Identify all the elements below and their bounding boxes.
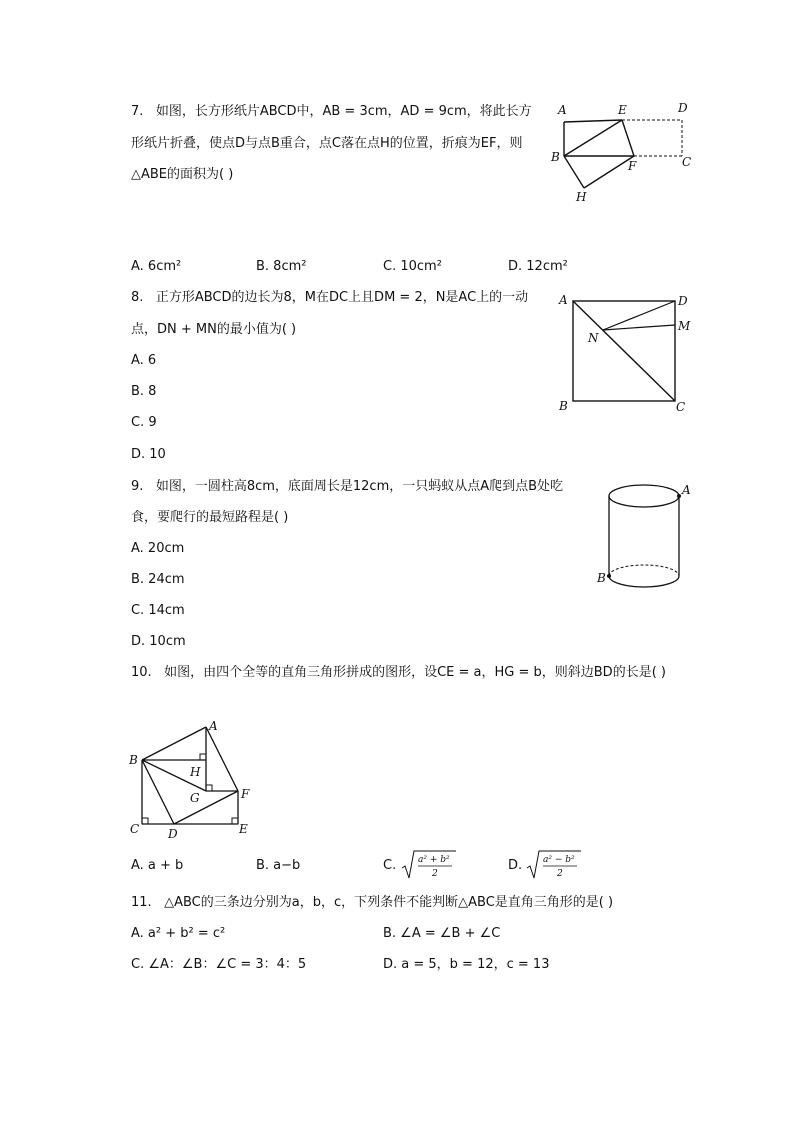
- q8-number: 8.: [131, 290, 144, 305]
- q11-number: 11.: [131, 895, 152, 910]
- q10-option-c-sqrt: [400, 848, 458, 882]
- q7-text-line1: [131, 104, 532, 120]
- q9-stem-1: 如图，一圆柱高8cm，底面周长是12cm，一只蚂蚁从点A爬到点B处吃: [155, 479, 564, 494]
- q7-option-b[interactable]: B. 8cm²: [256, 259, 307, 274]
- q10-label-e: E: [239, 822, 248, 836]
- q10-option-d[interactable]: [508, 858, 522, 874]
- q7-stem-1: 如图，长方形纸片ABCD中，AB = 3cm，AD = 9cm，将此长方: [155, 104, 532, 119]
- q8-label-b: B: [559, 399, 568, 413]
- q10-label-h: H: [190, 765, 201, 779]
- q10-option-b[interactable]: B. a−b: [256, 858, 301, 873]
- q8-label-c: C: [676, 400, 686, 414]
- q7-label-h: H: [576, 190, 587, 204]
- q7-option-c[interactable]: C. 10cm²: [383, 259, 442, 274]
- q10-c-denominator: 2: [432, 869, 438, 879]
- q8-figure: [555, 290, 695, 415]
- q7-label-c: C: [682, 155, 692, 169]
- q10-text-line1: [131, 665, 666, 681]
- q10-c-numerator: a² + b²: [418, 855, 450, 865]
- q9-label-a: A: [682, 483, 691, 497]
- q9-option-b[interactable]: B. 24cm: [131, 572, 185, 587]
- q8-option-b[interactable]: B. 8: [131, 384, 157, 399]
- q9-label-b: B: [597, 571, 606, 585]
- q7-number: 7.: [131, 104, 144, 119]
- q9-stem-2: 食，要爬行的最短路程是( ): [131, 510, 289, 525]
- q7-label-e: E: [618, 103, 627, 117]
- q10-option-a[interactable]: A. a + b: [131, 858, 184, 873]
- q10-stem-1: 如图，由四个全等的直角三角形拼成的图形，设CE = a，HG = b，则斜边BD的长是( ): [164, 665, 666, 680]
- q11-option-a[interactable]: A. a² + b² = c²: [131, 926, 226, 941]
- q8-label-d: D: [678, 294, 688, 308]
- q7-label-d: D: [678, 101, 688, 115]
- q8-stem-1: 正方形ABCD的边长为8，M在DC上且DM = 2，N是AC上的一动: [155, 290, 529, 305]
- q8-label-m: M: [678, 319, 691, 333]
- q8-label-a: A: [559, 293, 568, 307]
- q10-figure: [126, 716, 256, 846]
- q9-figure: [592, 476, 702, 601]
- q7-label-a: A: [558, 103, 567, 117]
- q8-text-line1: [131, 290, 528, 306]
- q9-option-c[interactable]: C. 14cm: [131, 603, 185, 618]
- q10-option-c[interactable]: [383, 858, 396, 874]
- q10-label-a: A: [209, 719, 218, 733]
- q8-option-a[interactable]: A. 6: [131, 353, 157, 368]
- q8-stem-2: 点，DN + MN的最小值为( ): [131, 322, 297, 337]
- q9-text-line1: [131, 479, 563, 495]
- q10-label-g: G: [190, 791, 200, 805]
- q11-stem-1: △ABC的三条边分别为a，b，c，下列条件不能判断△ABC是直角三角形的是( ): [164, 895, 614, 910]
- q8-label-n: N: [588, 331, 599, 345]
- q10-option-d-label: D.: [508, 858, 523, 873]
- q10-label-d: D: [168, 827, 178, 841]
- q8-option-d[interactable]: D. 10: [131, 447, 166, 462]
- q9-number: 9.: [131, 479, 144, 494]
- q7-stem-3: △ABE的面积为( ): [131, 167, 234, 182]
- q11-text-line1: [131, 895, 613, 911]
- q10-label-b: B: [129, 753, 138, 767]
- q11-option-d[interactable]: D. a = 5，b = 12，c = 13: [383, 957, 550, 972]
- q9-option-d[interactable]: D. 10cm: [131, 634, 186, 649]
- q10-label-c: C: [130, 822, 140, 836]
- q10-option-d-sqrt: [525, 848, 583, 882]
- q7-label-f: F: [628, 159, 637, 173]
- q10-option-c-label: C.: [383, 858, 397, 873]
- q7-figure: [548, 98, 700, 208]
- q10-d-numerator: a² − b²: [543, 855, 575, 865]
- q7-option-d[interactable]: D. 12cm²: [508, 259, 568, 274]
- q8-option-c[interactable]: C. 9: [131, 415, 157, 430]
- q9-option-a[interactable]: A. 20cm: [131, 541, 185, 556]
- q10-number: 10.: [131, 665, 152, 680]
- q10-label-f: F: [241, 787, 250, 801]
- q11-option-c[interactable]: C. ∠A：∠B：∠C = 3：4：5: [131, 957, 307, 972]
- q11-option-b[interactable]: B. ∠A = ∠B + ∠C: [383, 926, 501, 941]
- q10-d-denominator: 2: [557, 869, 563, 879]
- q7-option-a[interactable]: A. 6cm²: [131, 259, 182, 274]
- q7-label-b: B: [551, 150, 560, 164]
- q7-stem-2: 形纸片折叠，使点D与点B重合，点C落在点H的位置，折痕为EF，则: [131, 136, 523, 151]
